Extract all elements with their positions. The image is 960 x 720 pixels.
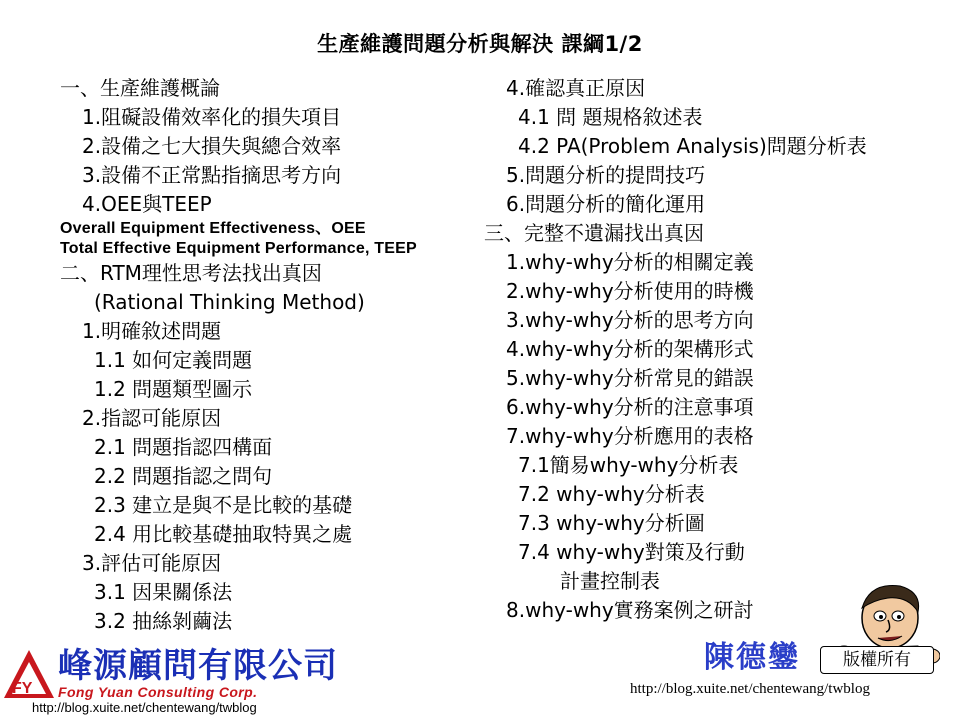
outline-item: 1.2 問題類型圖示	[94, 377, 253, 401]
outline-item: Overall Equipment Effectiveness、OEE	[60, 220, 366, 237]
slide-title: 生產維護問題分析與解決 課綱1/2	[317, 32, 643, 56]
company-name-en: Fong Yuan Consulting Corp.	[58, 684, 258, 700]
outline-item: 3.why-why分析的思考方向	[506, 308, 754, 332]
outline-item: 6.why-why分析的注意事項	[506, 395, 754, 419]
outline-item: 2.設備之七大損失與總合效率	[82, 134, 342, 158]
outline-item: 1.1 如何定義問題	[94, 348, 253, 372]
outline-item: 4.1 問 題規格敘述表	[518, 105, 703, 129]
outline-item: 2.2 問題指認之問句	[94, 464, 273, 488]
outline-item: 2.3 建立是與不是比較的基礎	[94, 493, 353, 517]
company-name-cn: 峰源顧問有限公司	[58, 646, 338, 686]
company-logo	[2, 648, 362, 702]
outline-item: 8.why-why實務案例之研討	[506, 598, 754, 622]
outline-item: 7.3 why-why分析圖	[518, 511, 705, 535]
outline-item: (Rational Thinking Method)	[94, 290, 365, 314]
outline-item: 4.OEE與TEEP	[82, 192, 212, 216]
copyright-sign: 版權所有	[820, 646, 934, 674]
outline-right-column	[484, 74, 944, 625]
outline-item: 1.阻礙設備效率化的損失項目	[82, 105, 342, 129]
outline-item: 7.1簡易why-why分析表	[518, 453, 739, 477]
outline-item: 3.2 抽絲剝繭法	[94, 609, 233, 633]
outline-item: 一、生產維護概論	[60, 76, 220, 100]
outline-item: 計畫控制表	[560, 569, 660, 593]
outline-item: 二、RTM理性思考法找出真因	[60, 261, 322, 285]
fy-logo-icon	[2, 648, 56, 700]
outline-item: 2.1 問題指認四構面	[94, 435, 273, 459]
outline-item: 5.why-why分析常見的錯誤	[506, 366, 754, 390]
outline-item: 1.明確敘述問題	[82, 319, 222, 343]
outline-item: 三、完整不遺漏找出真因	[484, 221, 704, 245]
outline-item: 7.4 why-why對策及行動	[518, 540, 745, 564]
outline-item: 7.2 why-why分析表	[518, 482, 705, 506]
outline-item: 6.問題分析的簡化運用	[506, 192, 706, 216]
author-name: 陳德鑾	[704, 640, 800, 675]
blog-url-bottom[interactable]: http://blog.xuite.net/chentewang/twblog	[32, 700, 257, 715]
outline-item: 5.問題分析的提問技巧	[506, 163, 706, 187]
blog-url-right[interactable]: http://blog.xuite.net/chentewang/twblog	[630, 681, 870, 697]
outline-item: 4.why-why分析的架構形式	[506, 337, 754, 361]
outline-item: 4.2 PA(Problem Analysis)問題分析表	[518, 134, 867, 158]
outline-item: 2.指認可能原因	[82, 406, 222, 430]
outline-left-column	[60, 74, 480, 636]
logo-mark-text: FY	[12, 680, 33, 697]
outline-item: 4.確認真正原因	[506, 76, 646, 100]
outline-item: 2.why-why分析使用的時機	[506, 279, 754, 303]
outline-item: 3.1 因果關係法	[94, 580, 233, 604]
outline-item: 3.評估可能原因	[82, 551, 222, 575]
outline-item: 1.why-why分析的相關定義	[506, 250, 754, 274]
outline-item: 2.4 用比較基礎抽取特異之處	[94, 522, 353, 546]
outline-item: 7.why-why分析應用的表格	[506, 424, 754, 448]
outline-item: 3.設備不正常點指摘思考方向	[82, 163, 342, 187]
outline-item: Total Effective Equipment Performance, TEEP	[60, 240, 417, 257]
